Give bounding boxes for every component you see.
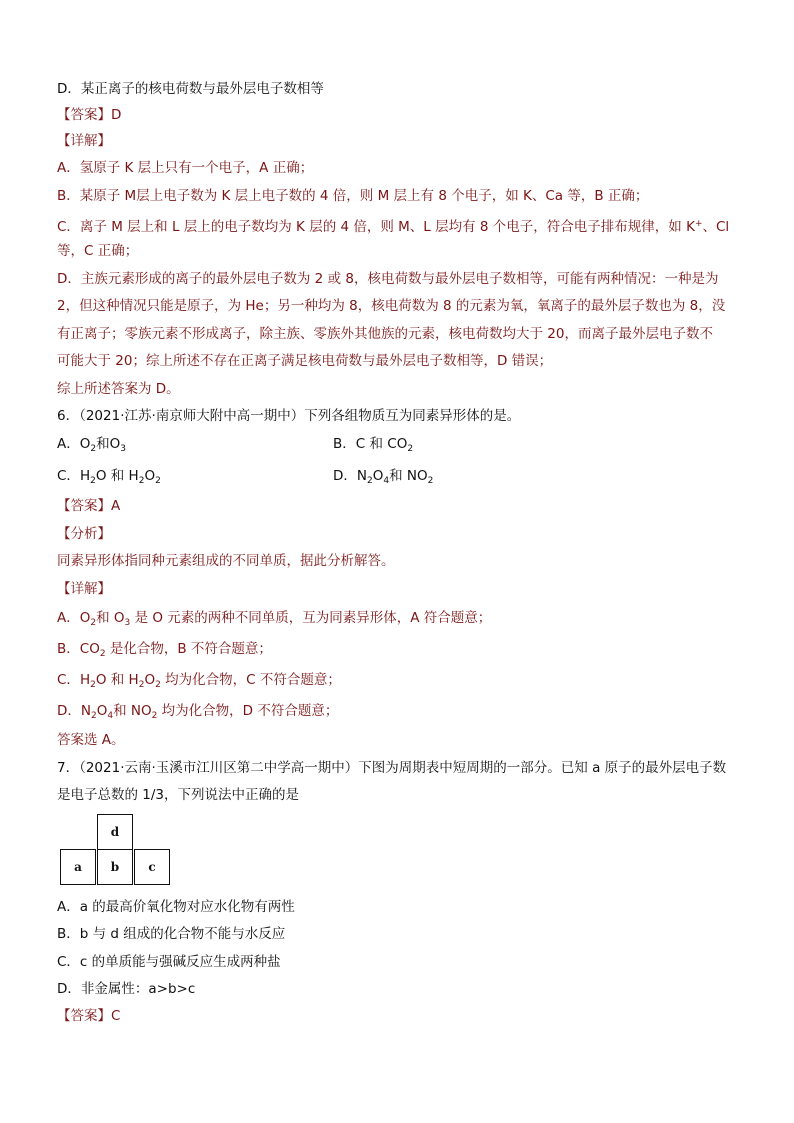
question-7: 7．（2021·云南·玉溪市江川区第二中学高一期中）下图为周期表中短周期的一部分。已知 a 原子的最外层电子数 <box>57 760 727 776</box>
q6-option-d: D．$N_2O_4$和 $NO_2$ <box>333 468 434 486</box>
cell-a: a <box>60 849 96 885</box>
cell-c: c <box>134 849 170 885</box>
conclusion: 综上所述答案为 D。 <box>57 381 180 397</box>
detail-line: D．$N_2O_4$和 $NO_2$ 均为化合物，D 不符合题意； <box>57 703 339 721</box>
detail-label: 【详解】 <box>57 133 111 149</box>
detail-label: 【详解】 <box>57 581 111 597</box>
detail-line: D．主族元素形成的离子的最外层电子数为 2 或 8，核电荷数与最外层电子数相等，可能有两种情况：一种是为 <box>57 271 719 287</box>
q7-option-b: B．b 与 d 组成的化合物不能与水反应 <box>57 926 286 942</box>
q7-option-a: A．a 的最高价氧化物对应水化物有两性 <box>57 899 295 915</box>
question-6: 6．（2021·江苏·南京师大附中高一期中）下列各组物质互为同素异形体的是。 <box>57 408 521 424</box>
question-7-cont: 是电子总数的 1/3，下列说法中正确的是 <box>57 787 300 803</box>
detail-line: B．$CO_2$ 是化合物，B 不符合题意； <box>57 641 272 659</box>
q6-option-a: A．$O_2$和$O_3$ <box>57 436 126 454</box>
cell-d: d <box>97 814 133 850</box>
option-d-text: D．某正离子的核电荷数与最外层电子数相等 <box>57 81 324 97</box>
periodic-table-fragment <box>60 812 172 888</box>
detail-line: A．氢原子 K 层上只有一个电子，A 正确； <box>57 160 314 176</box>
detail-line: 有正离子；零族元素不形成离子，除主族、零族外其他族的元素，核电荷数均大于 20，而离子最外层电子数不 <box>57 326 713 342</box>
detail-line: B．某原子 M层上电子数为 K 层上电子数的 4 倍，则 M 层上有 8 个电子，如 K、Ca 等，B 正确； <box>57 188 649 204</box>
analysis-label: 【分析】 <box>57 526 111 542</box>
answer-label: 【答案】A <box>57 498 121 514</box>
detail-line: C．离子 M 层上和 L 层上的电子数均为 K 层的 4 倍，则 M、L 层均有 8 个电子，符合电子排布规律，如 K+、Cl <box>57 219 730 235</box>
detail-line: 等，C 正确； <box>57 243 139 259</box>
detail-line: C．$H_2O$ 和 $H_2O_2$ 均为化合物，C 不符合题意； <box>57 672 341 690</box>
cell-b: b <box>97 849 133 885</box>
answer-label: 【答案】D <box>57 107 122 123</box>
answer-label: 【答案】C <box>57 1008 121 1024</box>
analysis-text: 同素异形体指同种元素组成的不同单质，据此分析解答。 <box>57 553 395 569</box>
detail-line: 可能大于 20；综上所述不存在正离子满足核电荷数与最外层电子数相等，D 错误； <box>57 353 553 369</box>
q7-option-c: C．c 的单质能与强碱反应生成两种盐 <box>57 954 281 970</box>
detail-line: 2，但这种情况只能是原子，为 He；另一种均为 8，核电荷数为 8 的元素为氧，氧离子的最外层子数也为 8，没 <box>57 298 726 314</box>
detail-line: A．$O_2$和 $O_3$ 是 O 元素的两种不同单质，互为同素异形体，A 符合题意； <box>57 610 492 628</box>
conclusion: 答案选 A。 <box>57 732 125 748</box>
q6-option-c: C．$H_2O$ 和 $H_2O_2$ <box>57 468 161 486</box>
q7-option-d: D．非金属性：a>b>c <box>57 981 196 997</box>
q6-option-b: B．C 和 $CO_2$ <box>333 436 414 454</box>
